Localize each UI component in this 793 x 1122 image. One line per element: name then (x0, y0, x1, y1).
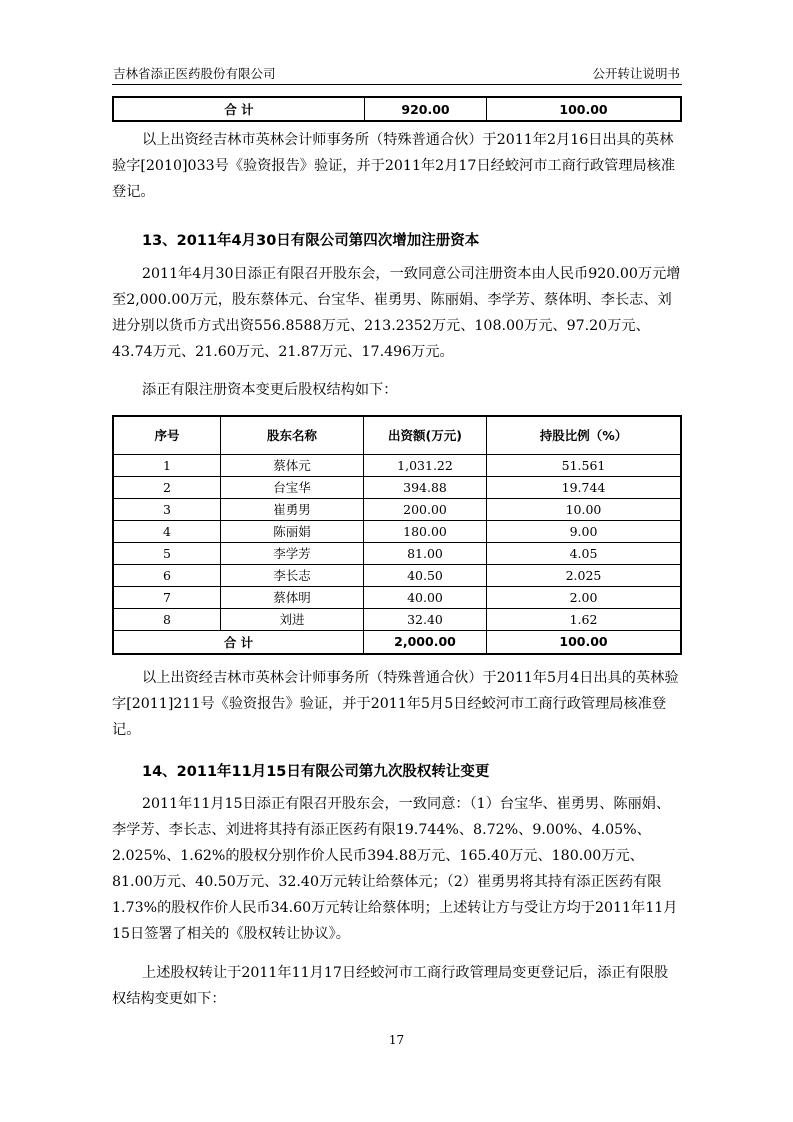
cell-capital: 40.00 (364, 586, 487, 608)
cell-ratio: 51.561 (487, 454, 682, 476)
cell-capital: 32.40 (364, 608, 487, 630)
section-heading-13: 13、2011年4月30日有限公司第四次增加注册资本 (142, 233, 480, 249)
paragraph-transfer-registration: 上述股权转让于2011年11月17日经蛟河市工商行政管理局变更登记后，添正有限股权结构变更如下： (112, 965, 669, 1007)
cell-name: 李长志 (221, 564, 364, 586)
cell-ratio: 2.00 (487, 586, 682, 608)
col-header-capital: 出资额(万元) (364, 416, 487, 454)
total-capital: 2,000.00 (364, 630, 487, 654)
table-header-row (113, 416, 681, 454)
paragraph-capital-verification-2: 以上出资经吉林市英林会计师事务所（特殊普通合伙）于2011年5月4日出具的英林验字[2011]211号《验资报告》验证，并于2011年5月5日经蛟河市工商行政管理局核准登记。 (112, 670, 679, 738)
table-row (113, 454, 681, 476)
cell-no: 2 (113, 476, 221, 498)
cell-name: 蔡体明 (221, 586, 364, 608)
cell-ratio: 10.00 (487, 498, 682, 520)
paragraph-equity-transfer: 2011年11月15日添正有限召开股东会，一致同意：（1）台宝华、崔勇男、陈丽娟、李学芳、李长志、刘进将其持有添正医药有限19.744%、8.72%、9.00%、4.05%、2.025%、1.62%的股权分别作价人民币394.88万元、165.40万元、180.00万元、81.00万元、40.50万元、32.40万元转让给蔡体元；（2）崔勇男将其持有添正医药有限1.73%的股权作价人民币34.60万元转让给蔡体明；上述转让方与受让方均于2011年11月15日签署了相关的《股权转让协议》。 (112, 796, 678, 942)
cell-ratio: 9.00 (487, 520, 682, 542)
total-label: 合 计 (113, 97, 365, 121)
paragraph-capital-increase: 2011年4月30日添正有限召开股东会，一致同意公司注册资本由人民币920.00万元增至2,000.00万元，股东蔡体元、台宝华、崔勇男、陈丽娟、李学芳、蔡体明、李长志、刘进分别以货币方式出资556.8588万元、213.2352万元、108.00万元、97.20万元、43.74万元、21.60万元、21.87万元、17.496万元。 (112, 266, 681, 360)
col-header-no: 序号 (113, 416, 221, 454)
table-row (113, 564, 681, 586)
cell-capital: 40.50 (364, 564, 487, 586)
section-heading-14: 14、2011年11月15日有限公司第九次股权转让变更 (142, 764, 490, 780)
cell-no: 6 (113, 564, 221, 586)
cell-capital: 1,031.22 (364, 454, 487, 476)
shareholding-table (112, 415, 682, 655)
header-rule (112, 84, 682, 85)
table-row (113, 498, 681, 520)
col-header-ratio: 持股比例（%） (487, 416, 682, 454)
cell-no: 4 (113, 520, 221, 542)
cell-name: 台宝华 (221, 476, 364, 498)
cell-capital: 394.88 (364, 476, 487, 498)
header-company-name: 吉林省添正医药股份有限公司 (113, 66, 276, 81)
table-row (113, 476, 681, 498)
cell-no: 1 (113, 454, 221, 476)
page-number: 17 (388, 1033, 405, 1047)
table-row (113, 608, 681, 630)
top-table-continuation (112, 96, 682, 122)
table-row (113, 520, 681, 542)
cell-ratio: 4.05 (487, 542, 682, 564)
paragraph-structure-intro: 添正有限注册资本变更后股权结构如下： (142, 382, 398, 398)
cell-name: 陈丽娟 (221, 520, 364, 542)
paragraph-capital-verification-1: 以上出资经吉林市英林会计师事务所（特殊普通合伙）于2011年2月16日出具的英林验字[2010]033号《验资报告》验证，并于2011年2月17日经蛟河市工商行政管理局核准登记。 (112, 132, 676, 200)
col-header-name: 股东名称 (221, 416, 364, 454)
cell-no: 5 (113, 542, 221, 564)
header-document-title: 公开转让说明书 (592, 66, 680, 81)
cell-ratio: 19.744 (487, 476, 682, 498)
cell-name: 刘进 (221, 608, 364, 630)
cell-capital: 200.00 (364, 498, 487, 520)
table-total-row (113, 97, 681, 121)
cell-no: 7 (113, 586, 221, 608)
total-ratio: 100.00 (487, 630, 682, 654)
table-row (113, 586, 681, 608)
cell-capital: 180.00 (364, 520, 487, 542)
cell-ratio: 2.025 (487, 564, 682, 586)
total-label: 合 计 (113, 630, 364, 654)
table-total-row (113, 630, 681, 654)
cell-name: 崔勇男 (221, 498, 364, 520)
table-row (113, 542, 681, 564)
cell-name: 李学芳 (221, 542, 364, 564)
cell-no: 8 (113, 608, 221, 630)
total-ratio: 100.00 (487, 97, 682, 121)
total-capital: 920.00 (365, 97, 487, 121)
cell-no: 3 (113, 498, 221, 520)
cell-name: 蔡体元 (221, 454, 364, 476)
cell-capital: 81.00 (364, 542, 487, 564)
cell-ratio: 1.62 (487, 608, 682, 630)
